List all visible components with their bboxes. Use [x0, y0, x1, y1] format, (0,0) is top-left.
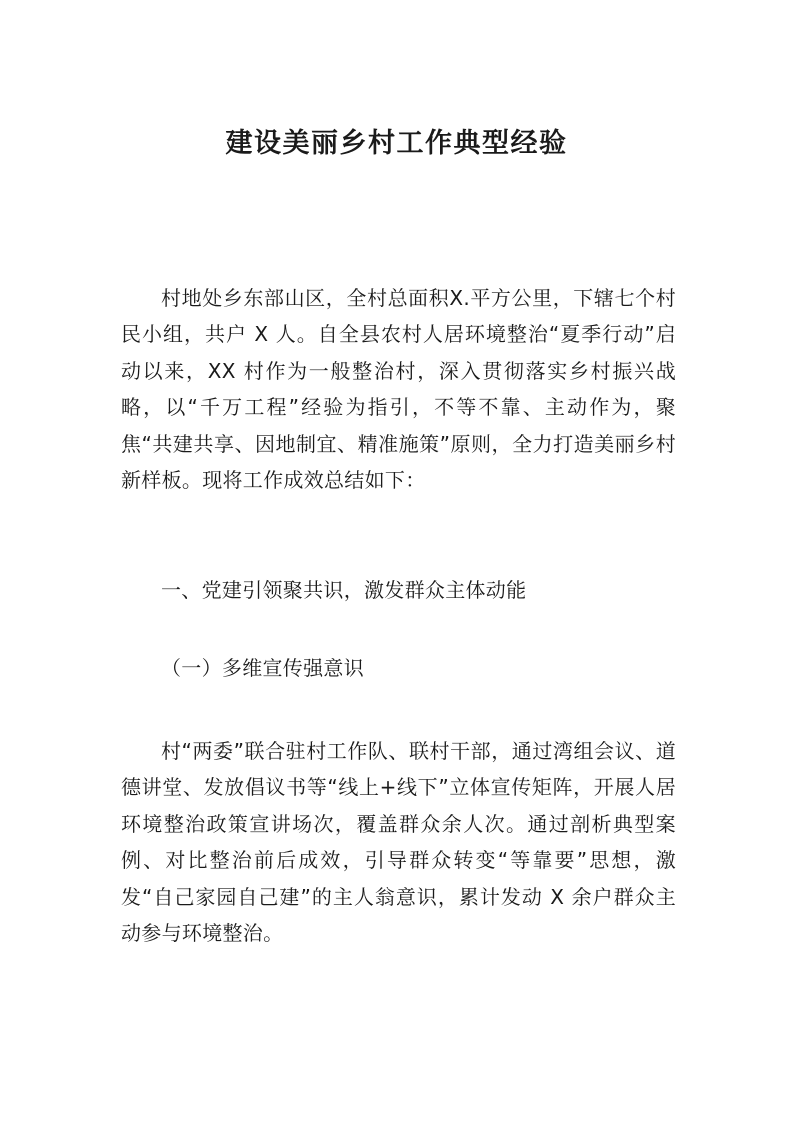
subsection-heading: （一）多维宣传强意识 — [161, 656, 364, 680]
intro-paragraph: 村地处乡东部山区，全村总面积X.平方公里，下辖七个村民小组，共户 X 人。自全县农村人居环境整治“夏季行动”启动以来，XX 村作为一般整治村，深入贯彻落实乡村振兴战略，以“千万工程”经验为指引，不等不靠、主动作为，聚焦“共建共享、因地制宜、精准施策”原则，全力打造美丽乡村新样板。现将工作成效总结如下： — [121, 286, 676, 493]
body-paragraph: 村“两委”联合驻村工作队、联村干部，通过湾组会议、道德讲堂、发放倡议书等“线上+线下”立体宣传矩阵，开展人居环境整治政策宣讲场次，覆盖群众余人次。通过剖析典型案例、对比整治前后成效，引导群众转变“等靠要”思想，激发“自己家园自己建”的主人翁意识，累计发动 X 余户群众主动参与环境整治。 — [121, 739, 676, 946]
section-heading: 一、党建引领聚共识，激发群众主体动能 — [161, 578, 527, 602]
document-title: 建设美丽乡村工作典型经验 — [225, 128, 568, 159]
